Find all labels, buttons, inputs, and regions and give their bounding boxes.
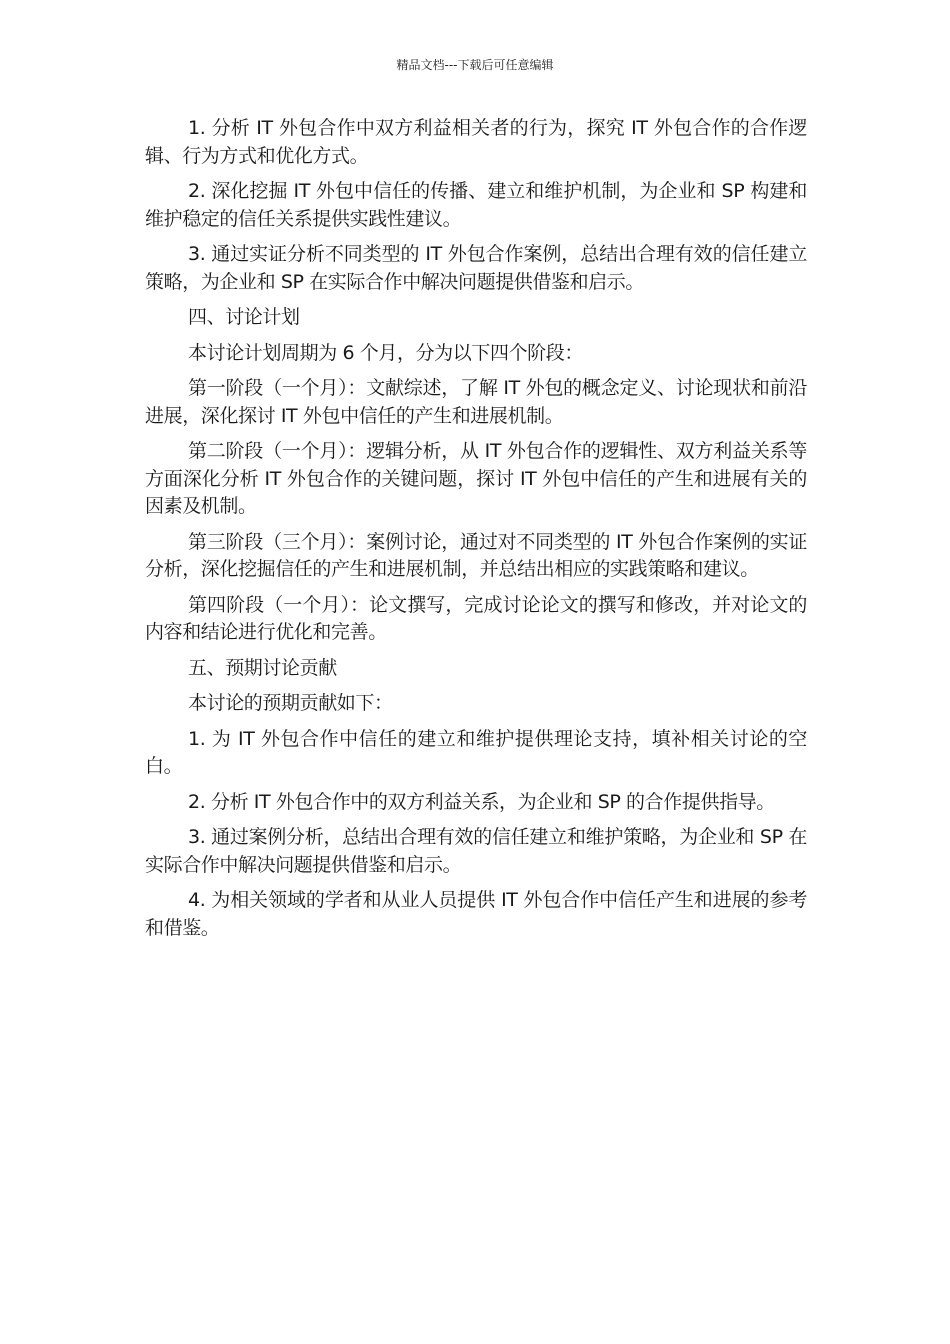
plan-stage-2: 第二阶段（一个月）：逻辑分析，从 IT 外包合作的逻辑性、双方利益关系等方面深化分析 IT 外包合作的关键问题，探讨 IT 外包中信任的产生和进展有关的因素及机制。 xyxy=(145,440,807,517)
goal-item-2: 2. 深化挖掘 IT 外包中信任的传播、建立和维护机制，为企业和 SP 构建和维护稳定的信任关系提供实践性建议。 xyxy=(145,180,807,230)
goal-item-1: 1. 分析 IT 外包合作中双方利益相关者的行为，探究 IT 外包合作的合作逻辑、行为方式和优化方式。 xyxy=(145,117,807,167)
contribution-item-4: 4. 为相关领域的学者和从业人员提供 IT 外包合作中信任产生和进展的参考和借鉴。 xyxy=(145,889,807,939)
document-body xyxy=(145,115,807,950)
section-heading-plan: 四、讨论计划 xyxy=(188,306,300,328)
plan-stage-3: 第三阶段（三个月）：案例讨论，通过对不同类型的 IT 外包合作案例的实证分析，深化挖掘信任的产生和进展机制，并总结出相应的实践策略和建议。 xyxy=(145,530,807,580)
goal-item-3: 3. 通过实证分析不同类型的 IT 外包合作案例，总结出合理有效的信任建立策略，为企业和 SP 在实际合作中解决问题提供借鉴和启示。 xyxy=(145,243,807,293)
contribution-item-2: 2. 分析 IT 外包合作中的双方利益关系，为企业和 SP 的合作提供指导。 xyxy=(188,790,775,813)
contribution-item-3: 3. 通过案例分析，总结出合理有效的信任建立和维护策略，为企业和 SP 在实际合作中解决问题提供借鉴和启示。 xyxy=(145,826,807,876)
contribution-intro: 本讨论的预期贡献如下： xyxy=(188,692,393,714)
page-header: 精品文档---下载后可任意编辑 xyxy=(396,58,554,72)
plan-stage-1: 第一阶段（一个月）：文献综述，了解 IT 外包的概念定义、讨论现状和前沿进展，深化探讨 IT 外包中信任的产生和进展机制。 xyxy=(145,377,807,427)
contribution-item-1: 1. 为 IT 外包合作中信任的建立和维护提供理论支持，填补相关讨论的空白。 xyxy=(145,727,807,777)
section-heading-contribution: 五、预期讨论贡献 xyxy=(188,656,337,679)
plan-stage-4: 第四阶段（一个月）：论文撰写，完成讨论论文的撰写和修改，并对论文的内容和结论进行优化和完善。 xyxy=(145,593,807,643)
plan-intro: 本讨论计划周期为 6 个月，分为以下四个阶段： xyxy=(188,341,583,364)
